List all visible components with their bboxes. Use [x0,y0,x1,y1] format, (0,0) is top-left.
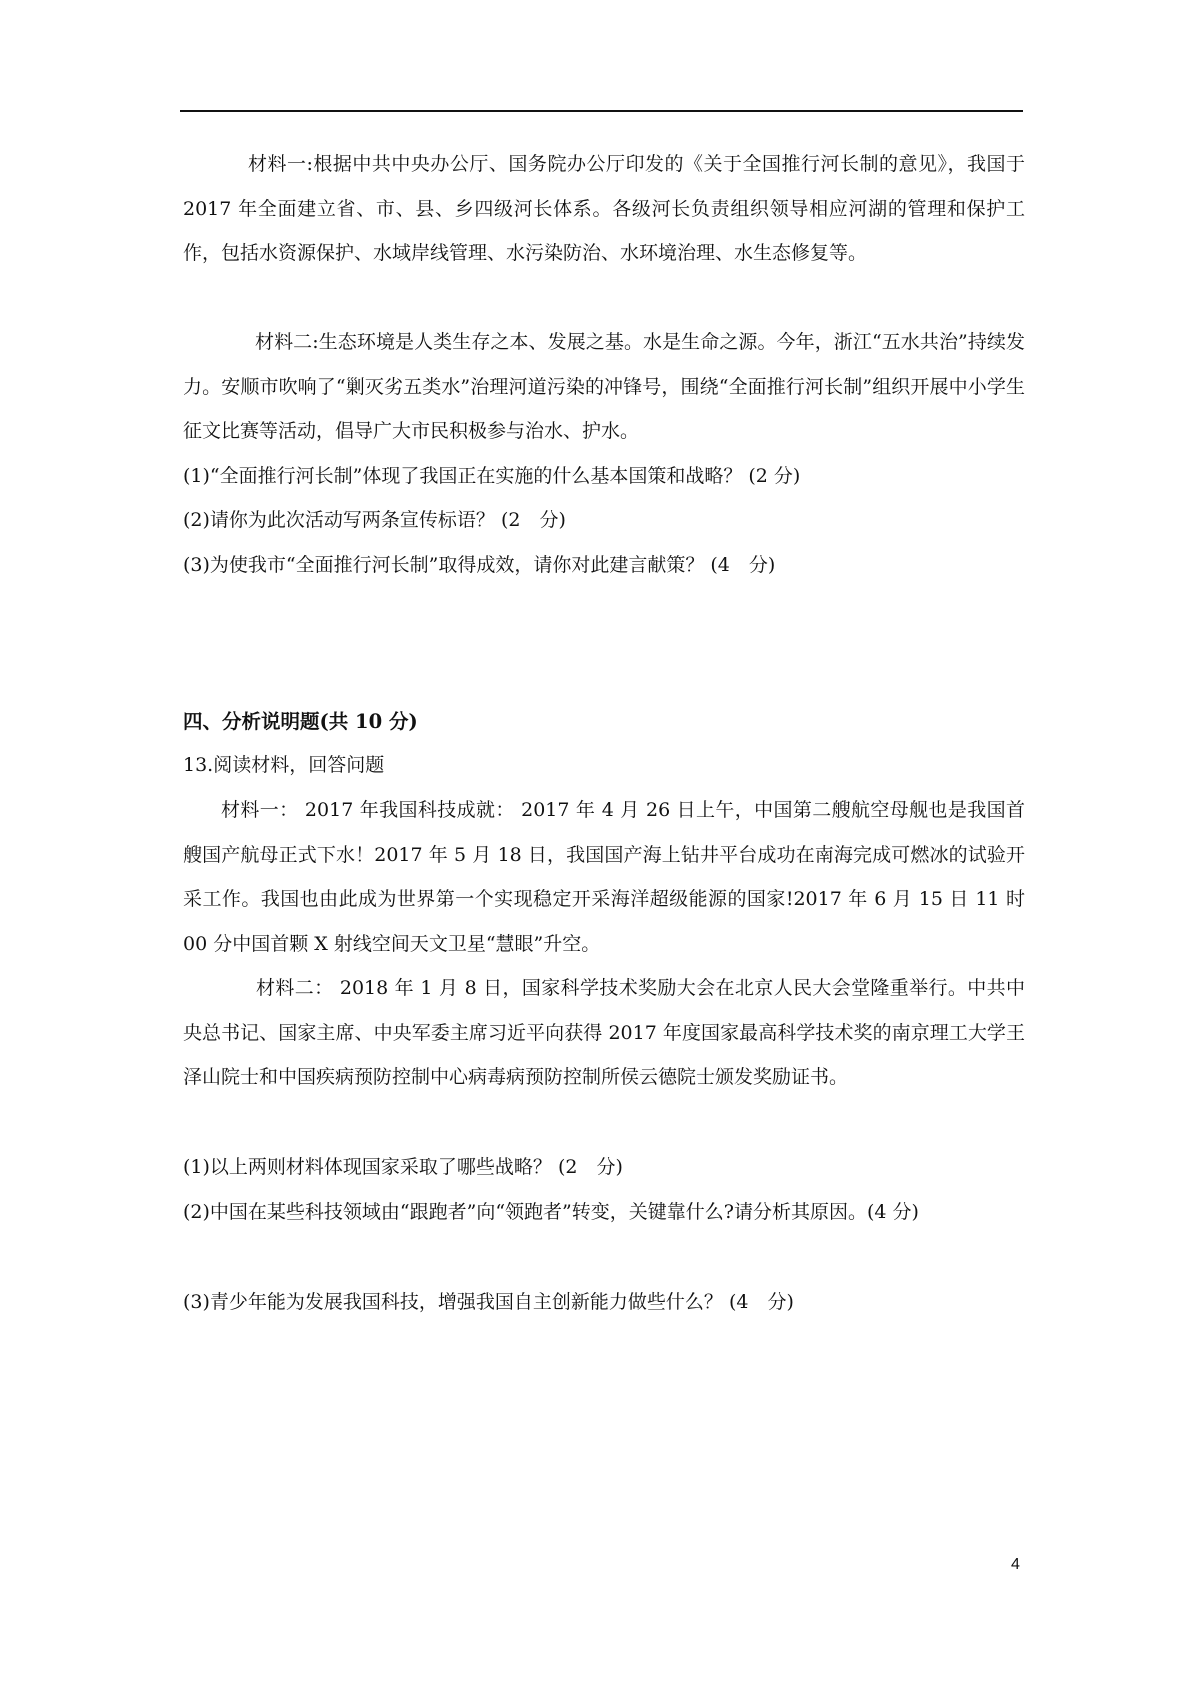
section4-material1: 材料一： 2017 年我国科技成就： 2017 年 4 月 26 日上午，中国第二艘航空母舰也是我国首艘国产航母正式下水！2017 年 5 月 18 日，我国国产海上钻井平台成功在南海完成可燃冰的试验开采工作。我国也由此成为世界第一个实现稳定开采海洋超级能源的国家!2017 年 6 月 15 日 11 时 00 分中国首颗 X 射线空间天文卫星“慧眼”升空。 [183,799,1025,955]
section3-question-3: (3)为使我市“全面推行河长制”取得成效，请你对此建言献策？ (4 分) [183,554,776,576]
page-number: 4 [1011,1556,1020,1573]
section4-material2: 材料二： 2018 年 1 月 8 日，国家科学技术奖励大会在北京人民大会堂隆重举行。中共中央总书记、国家主席、中央军委主席习近平向获得 2017 年度国家最高科学技术奖的南京理工大学王泽山院士和中国疾病预防控制中心病毒病预防控制所侯云德院士颁发奖励证书。 [183,977,1025,1089]
section4-question-1: (1)以上两则材料体现国家采取了哪些战略？ (2 分) [183,1156,623,1178]
section4-question-3: (3)青少年能为发展我国科技，增强我国自主创新能力做些什么？ (4 分) [183,1291,794,1313]
section3-material2: 材料二:生态环境是人类生存之本、发展之基。水是生命之源。今年，浙江“五水共治”持续发力。安顺市吹响了“剿灭劣五类水”治理河道污染的冲锋号，围绕“全面推行河长制”组织开展中小学生征文比赛等活动，倡导广大市民积极参与治水、护水。 [183,331,1025,443]
section3-question-2: (2)请你为此次活动写两条宣传标语？ (2 分) [183,509,566,531]
section3-material1: 材料一:根据中共中央办公厅、国务院办公厅印发的《关于全国推行河长制的意见》，我国于 2017 年全面建立省、市、县、乡四级河长体系。各级河长负责组织领导相应河湖的管理和保护工作，包括水资源保护、水域岸线管理、水污染防治、水环境治理、水生态修复等。 [183,153,1025,265]
section4-heading: 四、分析说明题(共 10 分) [183,710,418,733]
header-rule [180,110,1023,112]
question-13-title: 13.阅读材料，回答问题 [183,754,385,776]
section4-question-2: (2)中国在某些科技领域由“跟跑者”向“领跑者”转变，关键靠什么?请分析其原因。(4 分) [183,1201,919,1223]
section3-question-1: (1)“全面推行河长制”体现了我国正在实施的什么基本国策和战略？ (2 分) [183,465,801,487]
